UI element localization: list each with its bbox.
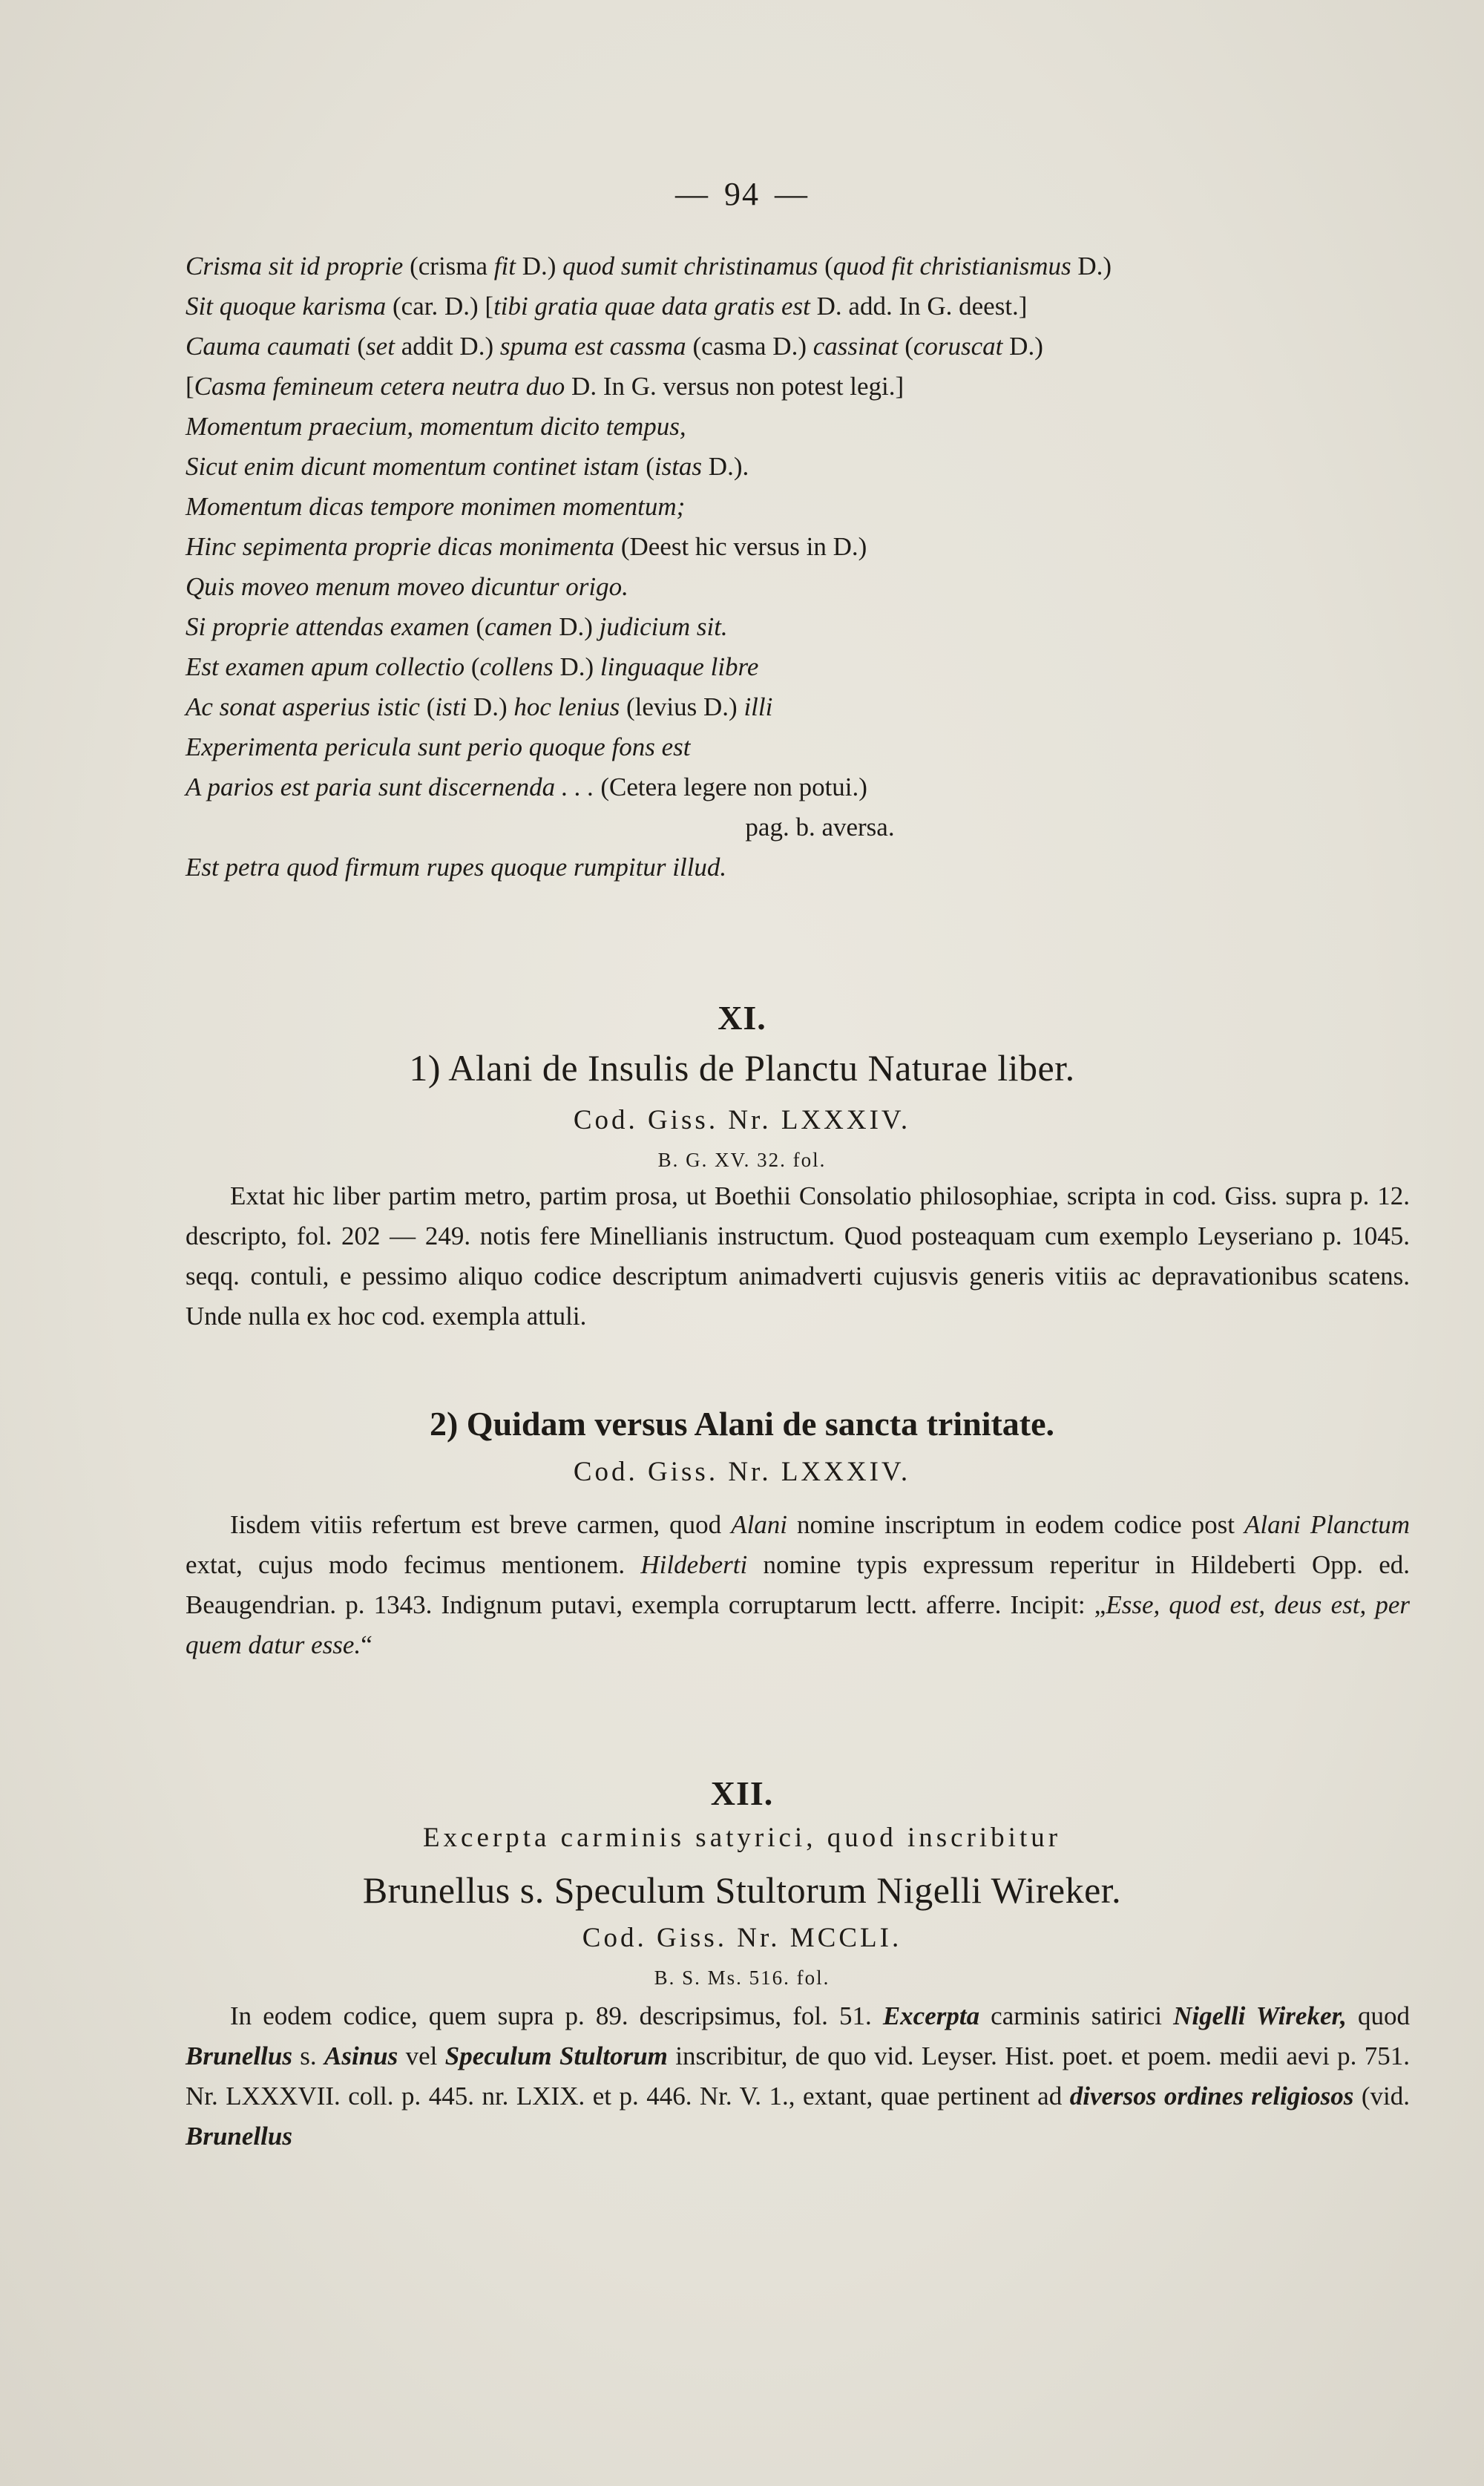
text-segment: D.) xyxy=(1071,252,1112,281)
text-segment: Speculum Stultorum xyxy=(444,2041,668,2070)
text-segment: addit D.) xyxy=(394,332,500,361)
verse-line xyxy=(186,687,1417,727)
page-number: — 94 — xyxy=(675,176,809,212)
text-segment: Iisdem vitiis refertum est breve carmen, quod xyxy=(230,1510,732,1539)
text-segment: Hildeberti xyxy=(640,1550,748,1579)
text-segment: tibi gratia quae data gratis est xyxy=(493,292,810,321)
text-segment: Ac sonat asperius istic xyxy=(186,692,427,721)
text-segment: Si proprie attendas examen xyxy=(186,612,476,641)
text-segment: Alani xyxy=(731,1510,788,1539)
text-segment: A parios est paria sunt discernenda . . . xyxy=(186,773,601,801)
text-segment: D.) xyxy=(467,692,514,721)
text-segment: hoc lenius xyxy=(513,692,626,721)
section-xii-paragraph xyxy=(186,1996,1410,2157)
verse-line xyxy=(186,767,1417,807)
text-segment: carminis satirici xyxy=(979,2001,1174,2030)
text-segment: D.). xyxy=(702,452,749,481)
section-xi-paragraph-2 xyxy=(186,1505,1410,1665)
verse-line xyxy=(186,327,1417,367)
text-segment: inscribitur, de quo vid. Leyser. Hist. poet. et poem. medii aevi p. 751. Nr. LXXXVII. coll. p. 445. nr. LXIX. et p. 446. Nr. V. 1., extant, quae pertinent ad xyxy=(186,2041,1410,2111)
text-segment: collens xyxy=(479,652,554,681)
text-segment: nomine typis expressum reperitur in Hildeberti Opp. ed. Beaugendrian. p. 1343. Indignum putavi, exempla corruptarum lectt. afferre. Incipit: „ xyxy=(186,1550,1410,1619)
text-segment: Quis moveo menum moveo dicuntur origo. xyxy=(186,572,628,601)
verse-block xyxy=(186,246,1417,888)
text-segment: (Deest hic versus in D.) xyxy=(620,532,867,561)
verse-line xyxy=(186,367,1417,407)
verse-line xyxy=(186,727,1417,767)
text-segment: spuma est cassma xyxy=(499,332,693,361)
section-xii-subtitle: Excerpta carminis satyrici, quod inscribitur xyxy=(422,1823,1062,1853)
text-segment: “ xyxy=(361,1630,372,1659)
text-segment: D.) xyxy=(552,612,600,641)
text-segment: ( xyxy=(426,692,436,721)
text-segment: extat, cujus modo fecimus mentionem. xyxy=(186,1550,641,1579)
section-xi-signature: B. G. XV. 32. fol. xyxy=(657,1149,827,1171)
text-segment: ( xyxy=(646,452,654,481)
verse-line xyxy=(186,246,1417,286)
text-segment: nomine inscriptum in eodem codice post xyxy=(787,1510,1245,1539)
text-segment: In eodem codice, quem supra p. 89. descripsimus, fol. 51. xyxy=(230,2001,883,2030)
section-xii-numeral: XII. xyxy=(710,1774,774,1812)
text-segment: [ xyxy=(186,372,194,401)
text-segment: Sicut enim dicunt momentum continet istam xyxy=(186,452,646,481)
text-segment: (casma D.) xyxy=(692,332,813,361)
text-segment: Nigelli Wireker, xyxy=(1173,2001,1347,2030)
verse-line xyxy=(186,527,1417,567)
text-segment: Excerpta xyxy=(882,2001,980,2030)
text-segment: D.) xyxy=(515,252,563,281)
text-segment: Cauma caumati xyxy=(186,332,358,361)
text-segment: Experimenta pericula sunt perio quoque fons est xyxy=(186,732,691,761)
text-segment: D.) xyxy=(553,652,600,681)
verse-line xyxy=(186,647,1417,687)
text-segment: fit xyxy=(493,252,516,281)
text-segment: Brunellus xyxy=(186,2041,292,2070)
text-segment: set xyxy=(366,332,395,361)
section-xi-title-2: 2) Quidam versus Alani de sancta trinitate. xyxy=(429,1405,1055,1443)
text-segment: ( xyxy=(824,252,833,281)
text-segment: ( xyxy=(357,332,367,361)
text-segment: s. xyxy=(292,2041,325,2070)
text-segment: (crisma xyxy=(410,252,494,281)
text-segment: coruscat xyxy=(913,332,1003,361)
text-segment: diversos ordines religiosos xyxy=(1069,2082,1354,2111)
text-segment: (Cetera legere non potui.) xyxy=(600,773,867,801)
section-xi-codex-1: Cod. Giss. Nr. LXXXIV. xyxy=(573,1105,911,1135)
page-note: pag. b. aversa. xyxy=(745,813,895,842)
text-segment: Est examen apum collectio xyxy=(186,652,471,681)
section-xi-paragraph-1: Extat hic liber partim metro, partim prosa, ut Boethii Consolatio philosophiae, scripta in cod. Giss. supra p. 12. descripto, fol. 202 — 249. notis fere Minellianis instructum. Quod posteaquam cum exemplo Leyseriano p. 1045. seqq. contuli, e pessimo aliquo codice descriptum animadverti cujusvis generis vitiis ac depravationibus scatens. Unde nulla ex hoc cod. exempla attuli. xyxy=(186,1181,1410,1331)
text-segment: Sit quoque karisma xyxy=(186,292,393,321)
text-segment: istas xyxy=(654,452,703,481)
text-segment: quod fit christianismus xyxy=(833,252,1071,281)
text-segment: cassinat xyxy=(812,332,905,361)
text-segment: ( xyxy=(470,652,480,681)
text-segment: Brunellus xyxy=(186,2122,292,2151)
text-segment: D. In G. versus non potest legi.] xyxy=(565,372,904,401)
section-xii-title: Brunellus s. Speculum Stultorum Nigelli Wireker. xyxy=(362,1869,1122,1911)
text-segment: Momentum dicas tempore monimen momentum; xyxy=(186,492,686,521)
text-segment: quod xyxy=(1346,2001,1411,2030)
verse-line xyxy=(186,567,1417,607)
section-xii-codex: Cod. Giss. Nr. MCCLI. xyxy=(582,1923,902,1953)
text-segment: D. add. In G. deest.] xyxy=(810,292,1028,321)
text-segment: quod sumit christinamus xyxy=(562,252,825,281)
text-segment: ( xyxy=(476,612,485,641)
verse-line xyxy=(186,447,1417,487)
text-segment: Casma femineum cetera neutra duo xyxy=(194,372,565,401)
section-xi-title-1: 1) Alani de Insulis de Planctu Naturae liber. xyxy=(409,1047,1075,1089)
text-segment: Asinus xyxy=(324,2041,398,2070)
text-segment: (levius D.) xyxy=(626,692,744,721)
section-xi-numeral: XI. xyxy=(718,999,766,1037)
text-segment: vel xyxy=(398,2041,445,2070)
text-segment: illi xyxy=(743,692,773,721)
section-xi-codex-2: Cod. Giss. Nr. LXXXIV. xyxy=(573,1457,911,1487)
verse-line xyxy=(186,286,1417,327)
section-xii-signature: B. S. Ms. 516. fol. xyxy=(654,1967,830,1989)
text-segment: Esse, quod est, deus est, per quem datur esse. xyxy=(186,1590,1410,1659)
text-segment: camen xyxy=(485,612,553,641)
text-segment: judicium sit. xyxy=(599,612,728,641)
verse-line xyxy=(186,607,1417,647)
text-segment: (car. D.) [ xyxy=(393,292,494,321)
text-segment: isti xyxy=(435,692,467,721)
verse-line: Est petra quod firmum rupes quoque rumpitur illud. xyxy=(186,853,727,882)
text-segment: Alani Planctum xyxy=(1244,1510,1410,1539)
text-segment: linguaque libre xyxy=(600,652,759,681)
text-segment: Crisma sit id proprie xyxy=(186,252,410,281)
verse-line xyxy=(186,487,1417,527)
text-segment: ( xyxy=(904,332,913,361)
text-segment: (vid. xyxy=(1353,2082,1410,2111)
text-segment: D.) xyxy=(1002,332,1043,361)
text-segment: Momentum praecium, momentum dicito tempus, xyxy=(186,412,686,441)
verse-line xyxy=(186,407,1417,447)
text-segment: Hinc sepimenta proprie dicas monimenta xyxy=(186,532,621,561)
